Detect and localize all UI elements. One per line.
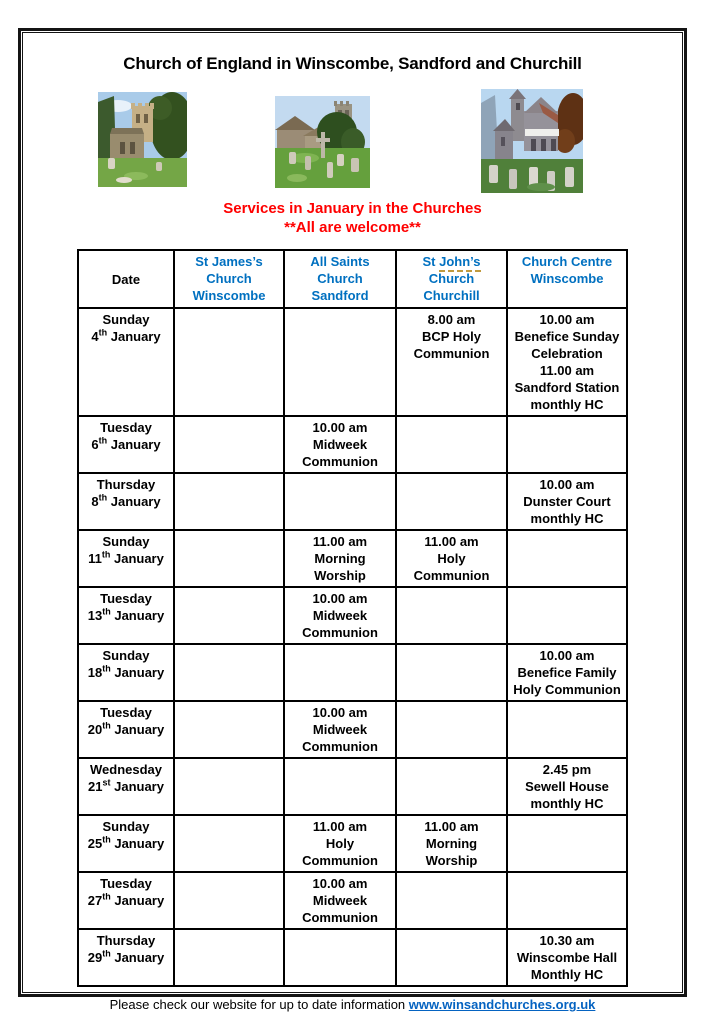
st-james-service-cell: [174, 872, 284, 929]
date-cell: Sunday 11th January: [78, 530, 174, 587]
date-cell: Thursday 8th January: [78, 473, 174, 530]
st-johns-service-cell: [396, 644, 507, 701]
church-centre-service-cell: 2.45 pm Sewell House monthly HC: [507, 758, 627, 815]
all-saints-service-cell: 11.00 am Morning Worship: [284, 530, 396, 587]
st-james-service-cell: [174, 416, 284, 473]
church-centre-service-cell: [507, 872, 627, 929]
table-row: [78, 473, 627, 530]
date-cell: Tuesday 20th January: [78, 701, 174, 758]
church-photo-illustration: [98, 92, 187, 187]
st-james-service-cell: [174, 473, 284, 530]
st-johns-service-cell: [396, 701, 507, 758]
st-johns-service-cell: [396, 587, 507, 644]
all-saints-service-cell: 10.00 am Midweek Communion: [284, 416, 396, 473]
services-heading: Services in January in the Churches: [223, 200, 482, 217]
table-row: [78, 308, 627, 416]
all-saints-service-cell: [284, 644, 396, 701]
date-cell: Sunday 4th January: [78, 308, 174, 416]
st-johns-service-cell: [396, 758, 507, 815]
st-johns-service-cell: [396, 929, 507, 986]
church-photos-row: [23, 89, 682, 195]
table-row: [78, 701, 627, 758]
st-james-church-winscombe-photo: [98, 92, 187, 187]
footer-text: Please check our website for up to date information: [109, 997, 409, 1012]
st-james-service-cell: [174, 308, 284, 416]
church-centre-service-cell: 10.30 am Winscombe Hall Monthly HC: [507, 929, 627, 986]
all-saints-service-cell: 10.00 am Midweek Communion: [284, 872, 396, 929]
all-saints-service-cell: 10.00 am Midweek Communion: [284, 587, 396, 644]
st-james-service-cell: [174, 758, 284, 815]
church-centre-service-cell: [507, 530, 627, 587]
all-saints-service-cell: 10.00 am Midweek Communion: [284, 701, 396, 758]
page-title: Church of England in Winscombe, Sandford and Churchill: [123, 54, 582, 73]
st-johns-service-cell: 11.00 am Morning Worship: [396, 815, 507, 872]
date-cell: Tuesday 6th January: [78, 416, 174, 473]
church-centre-service-cell: 10.00 am Benefice Family Holy Communion: [507, 644, 627, 701]
church-centre-service-cell: [507, 815, 627, 872]
services-table-body: [78, 308, 627, 986]
st-james-service-cell: [174, 644, 284, 701]
page-border-outer: [18, 28, 687, 1012]
table-row: [78, 758, 627, 815]
date-cell: Tuesday 27th January: [78, 872, 174, 929]
st-james-service-cell: [174, 530, 284, 587]
welcome-heading: **All are welcome**: [284, 219, 421, 236]
st-james-service-cell: [174, 815, 284, 872]
church-centre-service-cell: 10.00 am Benefice Sunday Celebration 11.00 am Sandford Station monthly HC: [507, 308, 627, 416]
table-row: [78, 929, 627, 986]
date-cell: Wednesday 21st January: [78, 758, 174, 815]
footer-note: [23, 996, 682, 1013]
table-row: [78, 815, 627, 872]
table-row: [78, 530, 627, 587]
church-centre-service-cell: 10.00 am Dunster Court monthly HC: [507, 473, 627, 530]
table-row: [78, 872, 627, 929]
st-johns-service-cell: 8.00 am BCP Holy Communion: [396, 308, 507, 416]
services-banner: [23, 199, 682, 237]
all-saints-service-cell: [284, 308, 396, 416]
date-cell: Sunday 18th January: [78, 644, 174, 701]
st-james-service-cell: [174, 587, 284, 644]
all-saints-church-sandford-photo: [275, 96, 370, 188]
church-photo-illustration: [481, 89, 583, 193]
st-johns-church-churchill-photo: [481, 89, 583, 193]
column-header-date: Date: [78, 250, 174, 308]
date-cell: Tuesday 13th January: [78, 587, 174, 644]
date-cell: Sunday 25th January: [78, 815, 174, 872]
column-header-church-centre: Church Centre Winscombe: [507, 250, 627, 308]
column-header-st-james: St James’s Church Winscombe: [174, 250, 284, 308]
column-header-all-saints: All Saints Church Sandford: [284, 250, 396, 308]
church-centre-service-cell: [507, 587, 627, 644]
all-saints-service-cell: [284, 473, 396, 530]
all-saints-service-cell: [284, 758, 396, 815]
church-centre-service-cell: [507, 701, 627, 758]
page-border-inner: [22, 32, 683, 1012]
st-james-service-cell: [174, 929, 284, 986]
st-johns-service-cell: [396, 872, 507, 929]
table-row: [78, 416, 627, 473]
st-johns-service-cell: 11.00 am Holy Communion: [396, 530, 507, 587]
st-james-service-cell: [174, 701, 284, 758]
column-header-st-johns: St John’s Church Churchill: [396, 250, 507, 308]
all-saints-service-cell: [284, 929, 396, 986]
church-centre-service-cell: [507, 416, 627, 473]
church-photo-illustration: [275, 96, 370, 188]
st-johns-service-cell: [396, 473, 507, 530]
date-cell: Thursday 29th January: [78, 929, 174, 986]
table-row: [78, 644, 627, 701]
table-header-row: [78, 250, 627, 308]
all-saints-service-cell: 11.00 am Holy Communion: [284, 815, 396, 872]
website-link[interactable]: www.winsandchurches.org.uk: [408, 997, 596, 1012]
services-table: [77, 249, 628, 987]
st-johns-service-cell: [396, 416, 507, 473]
table-row: [78, 587, 627, 644]
